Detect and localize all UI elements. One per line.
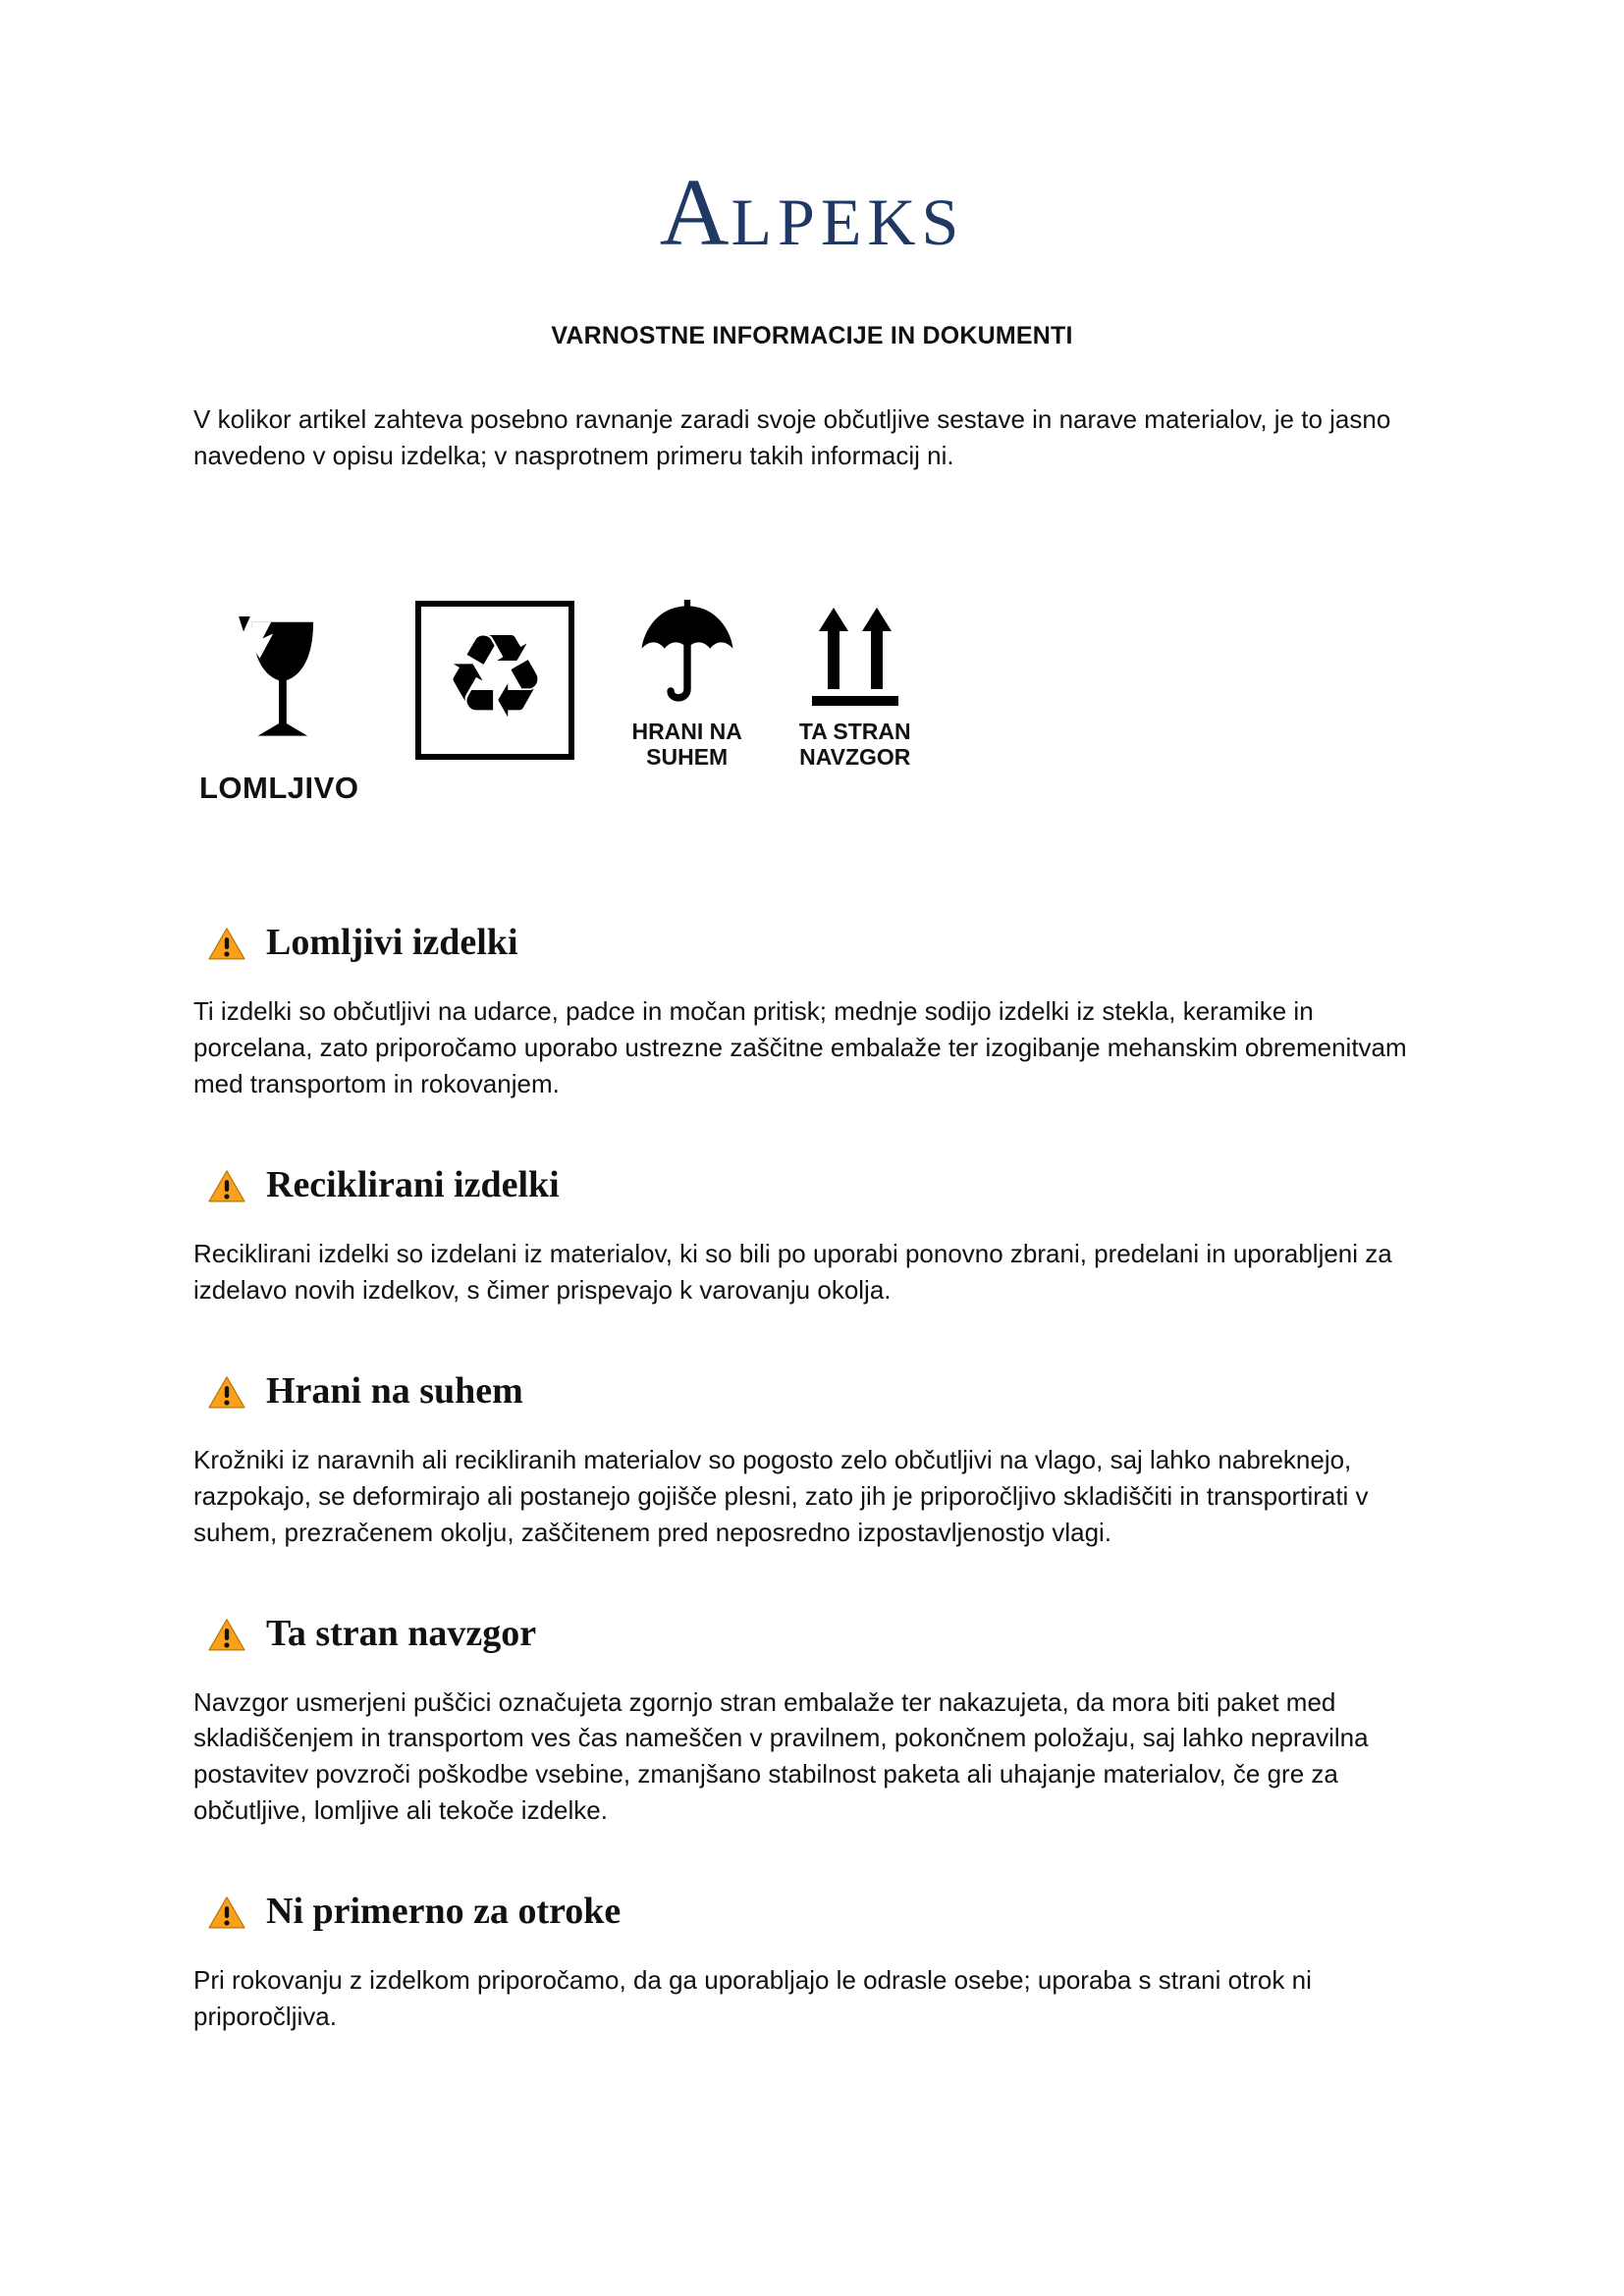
recyclable-symbol xyxy=(415,601,574,760)
section-heading: Hrani na suhem xyxy=(207,1369,1431,1413)
section-heading: Lomljivi izdelki xyxy=(207,921,1431,964)
section-body: Navzgor usmerjeni puščici označujeta zgornjo stran embalaže ter nakazujeta, da mora biti paket med skladiščenjem in transportom ves čas nameščen v pravilnem, pokončnem položaju, saj lahko nepravilna postavitev povzroči poškodbe vsebine, zmanjšano stabilnost paketa ali uhajanje materialov, če gre za občutljive, lomljive ali tekoče izdelke. xyxy=(193,1686,1369,1826)
section-hrani-na-suhem xyxy=(193,1369,1431,1551)
page-title: VARNOSTNE INFORMACIJE IN DOKUMENTI xyxy=(551,322,1073,349)
logo-rest: LPEKS xyxy=(731,185,965,259)
section-ni-primerno-za-otroke xyxy=(193,1890,1431,2035)
warning-icon xyxy=(207,1375,246,1411)
this-side-up-icon xyxy=(806,608,904,710)
company-logo xyxy=(193,160,1431,266)
logo-first-letter: A xyxy=(659,160,731,266)
section-reciklirani-izdelki xyxy=(193,1163,1431,1308)
section-body: Pri rokovanju z izdelkom priporočamo, da ga uporabljajo le odrasle osebe; uporaba s strani otrok ni priporočljiva. xyxy=(193,1965,1312,2032)
section-body: Reciklirani izdelki so izdelani iz materialov, ki so bili po uporabi ponovno zbrani, predelani in uporabljeni za izdelavo novih izdelkov, s čimer prispevajo k varovanju okolja. xyxy=(193,1239,1392,1305)
keep-dry-symbol xyxy=(631,600,741,771)
section-body: Ti izdelki so občutljivi na udarce, padce in močan pritisk; mednje sodijo izdelki iz stekla, keramike in porcelana, zato priporočamo uporabo ustrezne zaščitne embalaže ter izogibanje mehanskim obremenitvam med transportom in rokovanjem. xyxy=(193,996,1407,1099)
warning-icon xyxy=(207,1169,246,1204)
section-heading: Reciklirani izdelki xyxy=(207,1163,1431,1206)
intro-paragraph: V kolikor artikel zahteva posebno ravnanje zaradi svoje občutljive sestave in narave materialov, je to jasno navedeno v opisu izdelka; v nasprotnem primeru takih informacij ni. xyxy=(193,404,1391,470)
keep-dry-icon xyxy=(633,600,741,710)
fragile-symbol xyxy=(199,614,358,806)
warning-icon xyxy=(207,1618,246,1653)
section-lomljivi-izdelki xyxy=(193,921,1431,1102)
packaging-symbols-row xyxy=(199,600,1431,806)
keep-dry-label: HRANI NA SUHEM xyxy=(631,718,742,770)
section-body: Krožniki iz naravnih ali recikliranih materialov so pogosto zelo občutljivi na vlago, saj lahko nabreknejo, razpokajo, se deformirajo ali postanejo gojišče plesni, zato jih je priporočljivo skladiščiti in transportirati v suhem, prezračenem okolju, zaščitenem pred neposredno izpostavljenostjo vlagi. xyxy=(193,1444,1369,1547)
fragile-icon xyxy=(228,614,330,758)
this-side-up-symbol xyxy=(799,608,911,771)
warning-icon xyxy=(207,1896,246,1931)
section-ta-stran-navzgor xyxy=(193,1612,1431,1830)
recycle-border-box xyxy=(415,601,574,760)
fragile-label: LOMLJIVO xyxy=(199,770,359,805)
warning-icon xyxy=(207,927,246,962)
section-heading: Ta stran navzgor xyxy=(207,1612,1431,1655)
recyclable-icon: ♻ xyxy=(443,609,548,745)
this-side-up-label: TA STRAN NAVZGOR xyxy=(798,718,911,770)
section-heading: Ni primerno za otroke xyxy=(207,1890,1431,1933)
